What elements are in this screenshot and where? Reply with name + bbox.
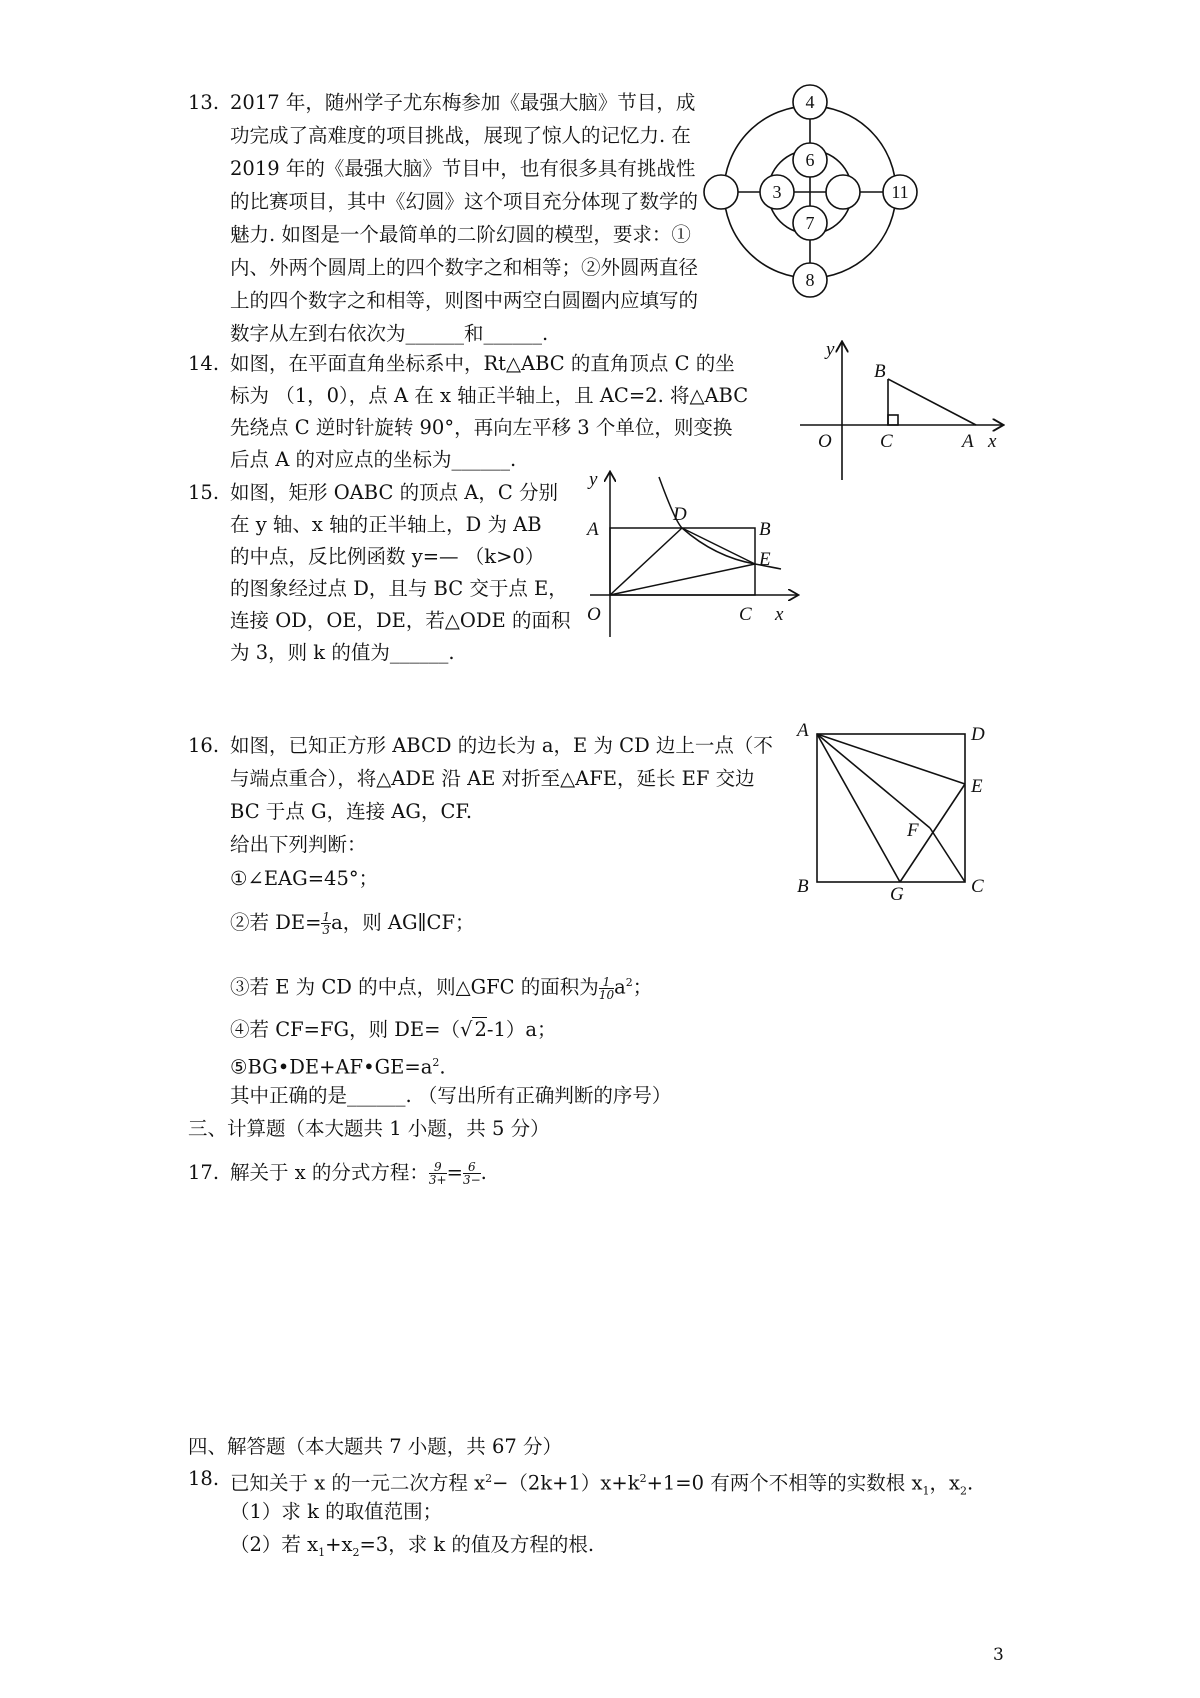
circle-number: 6 xyxy=(805,150,815,170)
axis-label-x: x xyxy=(775,604,784,625)
sub-question-2 xyxy=(230,1532,594,1566)
question-text-line: 功完成了高难度的项目挑战，展现了惊人的记忆力. 在 xyxy=(230,124,691,147)
point-label-f: F xyxy=(907,820,919,841)
fraction-numerator: 9 xyxy=(429,1161,447,1174)
circle-number: 8 xyxy=(805,270,815,290)
subscript: 1 xyxy=(318,1545,326,1559)
exponent: 2 xyxy=(639,1472,647,1485)
judgment-5 xyxy=(230,1050,446,1081)
subscript: 2 xyxy=(352,1545,360,1559)
judgment-3 xyxy=(230,970,652,1001)
fraction-left xyxy=(429,1161,447,1186)
radical-sign: √ xyxy=(460,1018,473,1041)
question-number: 13. xyxy=(188,91,220,114)
judgment-2-suffix: a，则 AG∥CF； xyxy=(331,911,475,934)
judgment-2 xyxy=(230,910,475,936)
question-text-line: 连接 OD，OE，DE，若△ODE 的面积 xyxy=(230,609,571,632)
question-text-line: 后点 A 的对应点的坐标为______. xyxy=(230,448,517,471)
question-text xyxy=(230,1160,487,1186)
question-number: 15. xyxy=(188,481,220,504)
question-text-line: 2017 年，随州学子尤东梅参加《最强大脑》节目，成 xyxy=(230,91,696,114)
subscript: 2 xyxy=(959,1484,967,1498)
magic-circle-figure xyxy=(695,80,935,320)
question-number: 14. xyxy=(188,352,220,375)
question-text-line: 魅力. 如图是一个最简单的二阶幻圆的模型，要求：① xyxy=(230,223,691,246)
circle-number: 4 xyxy=(805,92,815,112)
point-label-b: B xyxy=(874,361,886,382)
point-label-d: D xyxy=(971,724,985,745)
text-segment: −（2k+1）x+k xyxy=(492,1471,640,1495)
text-segment: +x xyxy=(325,1533,353,1556)
point-label-c: C xyxy=(739,604,752,625)
question-text-line: 内、外两个圆周上的四个数字之和相等；②外圆两直径 xyxy=(230,256,699,279)
question-text-line: 在 y 轴、x 轴的正半轴上，D 为 AB xyxy=(230,513,542,536)
fraction-denominator: 3− xyxy=(462,1173,481,1187)
point-label-a: A xyxy=(587,519,599,540)
point-label-c: C xyxy=(971,876,984,897)
fraction-denominator: 3+ xyxy=(428,1173,447,1187)
question-text-line: 的图象经过点 D，且与 BC 交于点 E， xyxy=(230,577,568,600)
judgment-4-suffix: -1）a； xyxy=(486,1018,557,1041)
axis-label-y: y xyxy=(826,339,835,360)
point-label-o: O xyxy=(818,431,832,452)
sub-question-1: （1）求 k 的取值范围； xyxy=(230,1500,443,1523)
question-text-line: 数字从左到右依次为______和______. xyxy=(230,322,549,345)
equals-sign: = xyxy=(446,1161,463,1184)
punctuation: . xyxy=(439,1055,446,1079)
question-text-line: 2019 年的《最强大脑》节目中，也有很多具有挑战性 xyxy=(230,157,696,180)
exponent: 2 xyxy=(625,976,633,989)
question-text-line: 为 3，则 k 的值为______. xyxy=(230,641,455,664)
judgment-4-prefix: ④若 CF=FG，则 DE=（ xyxy=(230,1018,461,1041)
text-segment: ，x xyxy=(929,1471,960,1495)
circle-number: 7 xyxy=(805,213,815,233)
fraction-numerator: 6 xyxy=(463,1161,481,1174)
judgment-3-prefix: ③若 E 为 CD 的中点，则△GFC 的面积为 xyxy=(230,975,599,999)
question-text-line: 如图，矩形 OABC 的顶点 A，C 分别 xyxy=(230,481,558,504)
question-text-line: 的比赛项目，其中《幻圆》这个项目充分体现了数学的 xyxy=(230,190,699,213)
point-label-b: B xyxy=(759,519,771,540)
question-text-line: 先绕点 C 逆时针旋转 90°，再向左平移 3 个单位，则变换 xyxy=(230,416,733,439)
question-text-line: 如图，在平面直角坐标系中，Rt△ABC 的直角顶点 C 的坐 xyxy=(230,352,735,375)
point-label-c: C xyxy=(880,431,893,452)
question-text-line: 给出下列判断： xyxy=(230,833,367,856)
punctuation: ； xyxy=(632,975,653,999)
square-fold-figure xyxy=(795,718,995,903)
point-label-b: B xyxy=(797,876,809,897)
question-text-line: 标为 （1，0），点 A 在 x 轴正半轴上，且 AC=2. 将△ABC xyxy=(230,384,749,407)
judgment-1: ①∠EAG=45°； xyxy=(230,867,379,890)
text-segment: 已知关于 x 的一元二次方程 x xyxy=(230,1471,486,1495)
text-segment: =3，求 k 的值及方程的根. xyxy=(359,1533,595,1556)
rectangle-hyperbola-figure xyxy=(575,465,805,640)
answer-prompt: 其中正确的是______. （写出所有正确判断的序号） xyxy=(230,1084,672,1107)
point-label-e: E xyxy=(759,549,771,570)
question-number: 16. xyxy=(188,734,220,757)
question-text-line: 的中点，反比例函数 y=— （k>0） xyxy=(230,545,545,568)
question-text-line: BC 于点 G，连接 AG，CF. xyxy=(230,800,473,823)
fraction-right xyxy=(463,1161,481,1186)
fraction-denominator: 3 xyxy=(322,923,331,937)
question-number: 17. xyxy=(188,1161,220,1184)
page-number: 3 xyxy=(993,1645,1004,1665)
point-label-a: A xyxy=(962,431,974,452)
fraction-one-tenth xyxy=(599,976,614,1001)
judgment-5-text: ⑤BG•DE+AF•GE=a xyxy=(230,1055,433,1079)
section-heading-4: 四、解答题（本大题共 7 小题，共 67 分） xyxy=(188,1435,563,1458)
exponent: 2 xyxy=(485,1472,493,1485)
point-label-o: O xyxy=(587,604,601,625)
text-segment: +1=0 有两个不相等的实数根 x xyxy=(646,1471,923,1495)
question-text-prefix: 解关于 x 的分式方程： xyxy=(230,1161,429,1184)
subscript: 1 xyxy=(922,1484,930,1498)
coordinate-triangle-figure xyxy=(790,335,1010,485)
question-number: 18. xyxy=(188,1467,220,1490)
section-heading-3: 三、计算题（本大题共 1 小题，共 5 分） xyxy=(188,1117,550,1140)
question-text-line: 与端点重合），将△ADE 沿 AE 对折至△AFE，延长 EF 交边 xyxy=(230,767,755,790)
fraction-numerator: 1 xyxy=(322,910,331,924)
axis-label-x: x xyxy=(988,431,997,452)
point-label-e: E xyxy=(971,776,983,797)
circle-number: 11 xyxy=(891,182,909,202)
text-segment: （2）若 x xyxy=(230,1533,319,1556)
exponent: 2 xyxy=(432,1056,440,1069)
punctuation: . xyxy=(480,1161,487,1184)
judgment-4 xyxy=(230,1017,557,1043)
fraction-denominator: 10 xyxy=(598,987,615,1002)
variable-a: a xyxy=(614,975,626,999)
point-label-a: A xyxy=(797,720,809,741)
fraction-one-third xyxy=(321,911,331,936)
judgment-2-prefix: ②若 DE= xyxy=(230,911,322,934)
point-label-d: D xyxy=(673,504,687,525)
radicand: 2 xyxy=(474,1018,487,1041)
circle-number: 3 xyxy=(772,182,782,202)
question-text-line: 如图，已知正方形 ABCD 的边长为 a，E 为 CD 边上一点（不 xyxy=(230,734,773,757)
point-label-g: G xyxy=(890,884,904,903)
axis-label-y: y xyxy=(589,469,598,490)
punctuation: . xyxy=(966,1471,974,1495)
question-text-line: 上的四个数字之和相等，则图中两空白圆圈内应填写的 xyxy=(230,289,699,312)
fraction-numerator: 1 xyxy=(599,976,614,989)
